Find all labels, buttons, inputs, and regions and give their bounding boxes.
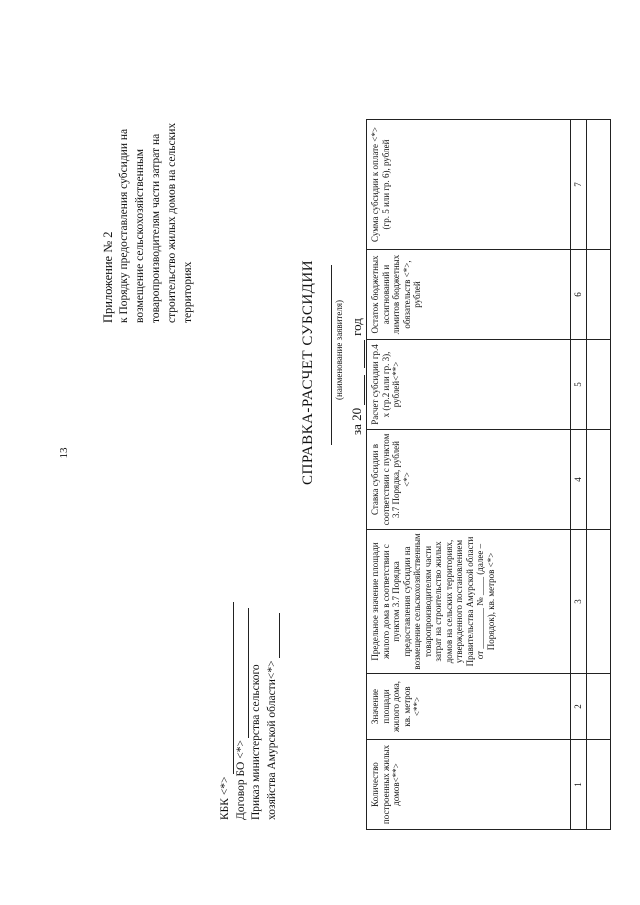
year-prefix: за 20 — [349, 407, 364, 435]
column-number: 4 — [571, 430, 587, 530]
column-number: 7 — [571, 120, 587, 250]
year-row — [349, 318, 365, 435]
kbk-field — [218, 590, 234, 820]
table-cell — [586, 430, 610, 530]
table-header-cell: Сумма субсидии к оплате <*> (гр. 5 или гр. 6), рублей — [367, 120, 571, 250]
appendix-line: территориях — [182, 261, 194, 323]
appendix-line: товаропроизводителям части затрат на — [150, 133, 162, 323]
order-field-line2 — [265, 590, 281, 820]
contract-blank — [236, 608, 249, 738]
document-title: СПРАВКА-РАСЧЕТ СУБСИДИИ — [300, 259, 316, 485]
year-blank-2 — [351, 340, 365, 368]
table-cell — [586, 674, 610, 740]
table-header-cell: Количество построенных жилых домов<**> — [367, 740, 571, 830]
year-suffix: год — [349, 318, 364, 336]
order-blank — [267, 613, 280, 658]
appendix-line: возмещение сельскохозяйственным — [134, 149, 146, 323]
order-label-line2: хозяйства Амурской области<*> — [265, 660, 278, 820]
appendix-line: к Порядку предоставления субсидии на — [118, 128, 130, 323]
applicant-name-line — [330, 265, 332, 445]
column-number: 5 — [571, 340, 587, 430]
table-cell — [586, 740, 610, 830]
table-cell — [586, 250, 610, 340]
order-field — [249, 590, 265, 820]
column-number: 3 — [571, 530, 587, 674]
order-label-line1: Приказ министерства сельского — [250, 664, 262, 820]
applicant-caption: (наименование заявителя) — [334, 300, 344, 400]
subsidy-table — [366, 119, 611, 830]
header-fields — [218, 590, 280, 820]
table-empty-row — [586, 120, 610, 830]
appendix-line: строительство жилых домов на сельских — [166, 122, 178, 323]
contract-label: Договор БО <*> — [234, 740, 247, 820]
table-number-row — [571, 120, 587, 830]
table-header-row — [367, 120, 571, 830]
table-cell — [586, 340, 610, 430]
kbk-label: КБК <*> — [219, 776, 231, 820]
table-header-cell: Ставка субсидии в соответствии с пунктом 3.7 Порядка, рублей <*> — [367, 430, 571, 530]
year-blank — [351, 375, 365, 405]
table-header-cell: Расчет субсидии гр.4 х (гр.2 или гр. 3), рублей<**> — [367, 340, 571, 430]
appendix-header — [100, 33, 196, 323]
table-header-cell: Предельное значение площади жилого дома в соответствии с пунктом 3.7 Порядка предоставления субсидии на возмещение сельскохозяйственным товаропроизводителям части затрат на строительство жилых домов на сельских территориях, утвержденного постановлением Правительства Амурской области от _________ № ____ (далее – Порядок), кв. метров <*> — [367, 530, 571, 674]
table-header-cell: Остаток бюджетных ассигнований и лимитов бюджетных обязательств <*>, рублей — [367, 250, 571, 340]
table-cell — [586, 530, 610, 674]
kbk-blank — [221, 602, 234, 774]
contract-field — [234, 590, 250, 820]
column-number: 2 — [571, 674, 587, 740]
column-number: 1 — [571, 740, 587, 830]
table-header-cell: Значение площади жилого дома, кв. метров <**> — [367, 674, 571, 740]
table-cell — [586, 120, 610, 250]
column-number: 6 — [571, 250, 587, 340]
page-number: 13 — [58, 447, 70, 459]
appendix-title: Приложение № 2 — [101, 231, 115, 323]
